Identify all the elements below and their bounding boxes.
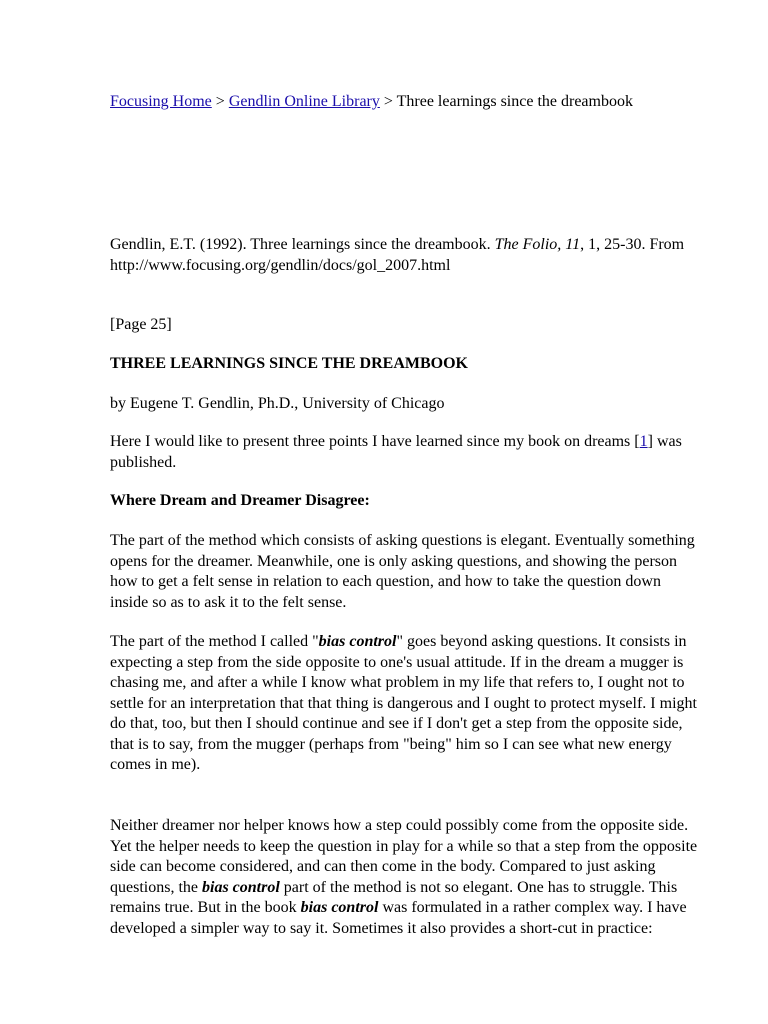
breadcrumb-separator: > <box>211 93 229 110</box>
byline: by Eugene T. Gendlin, Ph.D., University of Chicago <box>110 395 445 412</box>
footnote-ref-link[interactable]: 1 <box>639 433 648 450</box>
breadcrumb-home-link[interactable]: Focusing Home <box>110 93 212 110</box>
paragraph-3-text: was formulated in a rather complex way. I have developed a simpler way to say it. Sometimes it also provides a short-cut in practice: <box>110 899 687 937</box>
term-bias-control: bias control <box>318 633 397 650</box>
breadcrumb-separator: > <box>379 93 397 110</box>
paragraph-3 <box>110 816 700 939</box>
citation-source: , 1, 25-30. From http://www.focusing.org/gendlin/docs/gol_2007.html <box>110 236 685 274</box>
paragraph-2 <box>110 632 700 776</box>
paragraph-1: The part of the method which consists of asking questions is elegant. Eventually something opens for the dreamer. Meanwhile, one is only asking questions, and showing the person how to get a felt sense in relation to each question, and how to take the question down inside so as to ask it to the felt sense. <box>110 532 695 611</box>
breadcrumb-current: Three learnings since the dreambook <box>396 93 633 110</box>
term-bias-control: bias control <box>202 878 280 896</box>
intro-text: Here I would like to present three points I have learned since my book on dreams [ <box>110 433 640 450</box>
breadcrumb-library-link[interactable]: Gendlin Online Library <box>228 93 380 110</box>
term-bias-control: bias control <box>300 899 379 916</box>
paragraph-2-text: The part of the method I called " <box>110 633 319 650</box>
paragraph-3-text: Neither dreamer nor helper knows how a step could possibly come from the opposite side. Yet the helper needs to keep the question in play for a while so that a step from the opposite side can become considered, and can then come in the body. Compared to just asking questions, the <box>110 817 698 896</box>
citation-authors: Gendlin, E.T. (1992). Three learnings since the dreambook. <box>110 236 495 253</box>
citation <box>110 235 700 276</box>
section-heading: Where Dream and Dreamer Disagree: <box>110 492 370 509</box>
page-marker: [Page 25] <box>110 316 172 333</box>
citation-journal: The Folio, 11 <box>494 236 581 253</box>
paragraph-2-text-rest: " goes beyond asking questions. It consists in expecting a step from the side opposite to one's usual attitude. If in the dream a mugger is chasing me, and after a while I know what problem in my life that refers to, I ought not to settle for an interpretation that that thing is dangerous and I ought to protect myself. I might do that, too, but then I should continue and see if I don't get a step from the opposite side, that is to say, from the mugger (perhaps from "being" him so I can see what new energy comes in me). <box>110 633 697 773</box>
intro-text-end: ] was published. <box>110 433 682 471</box>
breadcrumb <box>110 92 700 113</box>
paragraph-3-text: part of the method is not so elegant. One has to struggle. This remains true. But in the book <box>110 878 678 916</box>
intro-paragraph <box>110 432 700 473</box>
article-title: THREE LEARNINGS SINCE THE DREAMBOOK <box>110 355 468 372</box>
